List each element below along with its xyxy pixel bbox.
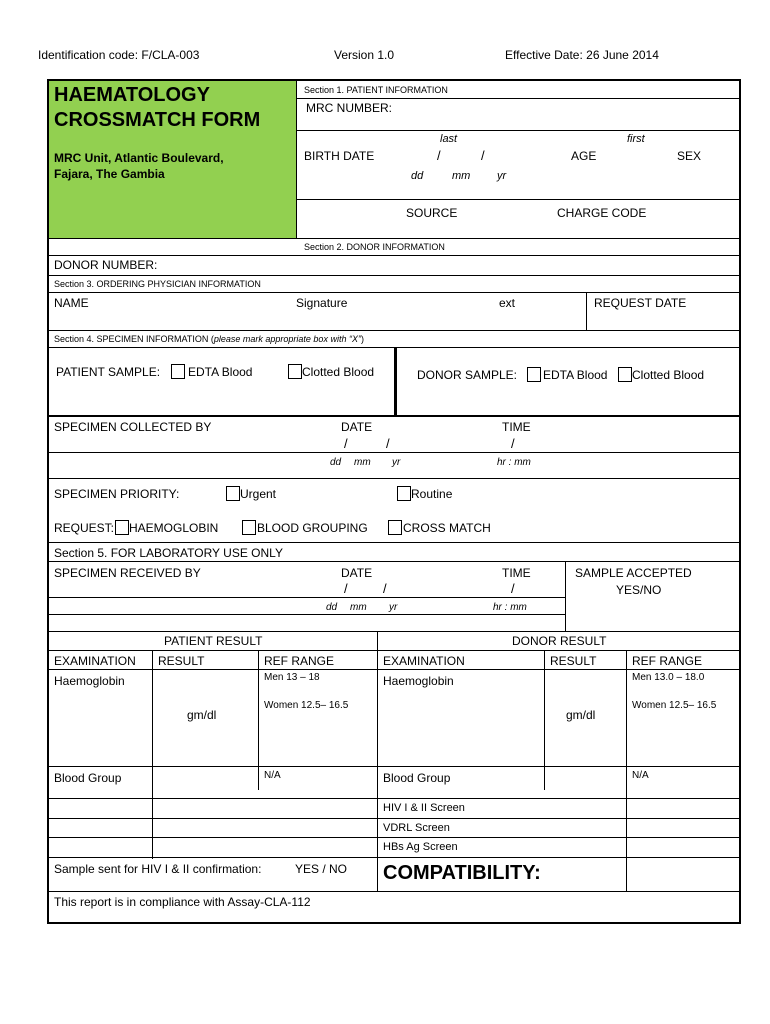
donor-result-heading: DONOR RESULT (512, 634, 607, 648)
haemoglobin-checkbox[interactable] (115, 520, 129, 535)
source-label: SOURCE (406, 206, 458, 220)
donor-clotted-label: Clotted Blood (632, 368, 705, 382)
address-line2: Fajara, The Gambia (54, 167, 165, 181)
sample-accepted-yes-no: YES/NO (616, 583, 662, 597)
patient-edta-checkbox[interactable] (171, 364, 185, 379)
patient-examination-header: EXAMINATION (54, 654, 136, 668)
donor-ref-men: Men 13.0 – 18.0 (632, 672, 705, 683)
patient-ref-range-header: REF RANGE (264, 654, 335, 668)
blood-grouping-label: BLOOD GROUPING (257, 521, 368, 535)
compliance-note: This report is in compliance with Assay-CLA-112 (54, 895, 311, 909)
patient-result-heading: PATIENT RESULT (164, 634, 263, 648)
received-time-label: TIME (502, 566, 531, 580)
collected-yr: yr (392, 457, 401, 468)
address-line1: MRC Unit, Atlantic Boulevard, (54, 151, 224, 165)
physician-name-label: NAME (54, 296, 89, 310)
received-date-slash-1: / (344, 581, 348, 596)
form-title-line1: HAEMATOLOGY (54, 84, 210, 106)
received-mm: mm (350, 602, 367, 613)
urgent-checkbox[interactable] (226, 486, 240, 501)
patient-haemoglobin-label: Haemoglobin (54, 674, 125, 688)
patient-haemoglobin-unit: gm/dl (187, 708, 217, 722)
donor-number-label: DONOR NUMBER: (54, 258, 158, 272)
urgent-label: Urgent (240, 487, 277, 501)
section5-heading: Section 5. FOR LABORATORY USE ONLY (54, 546, 283, 560)
birth-mm: mm (452, 170, 471, 182)
collected-time-label: TIME (502, 420, 531, 434)
sex-label: SEX (677, 149, 702, 163)
donor-result-header: RESULT (550, 654, 597, 668)
specimen-collected-by-label: SPECIMEN COLLECTED BY (54, 420, 212, 434)
received-hr-mm: hr : mm (493, 602, 527, 613)
patient-clotted-checkbox[interactable] (288, 364, 302, 379)
compatibility-label: COMPATIBILITY: (383, 862, 541, 884)
patient-edta-label: EDTA Blood (188, 365, 253, 379)
age-label: AGE (571, 149, 597, 163)
vdrl-screen-label: VDRL Screen (383, 822, 450, 834)
hiv-screen-label: HIV I & II Screen (383, 802, 465, 814)
effective-date: Effective Date: 26 June 2014 (505, 48, 659, 62)
donor-edta-checkbox[interactable] (527, 367, 541, 382)
birth-dd: dd (411, 170, 424, 182)
haemoglobin-request-label: HAEMOGLOBIN (129, 521, 219, 535)
last-name-label: last (440, 133, 458, 145)
birth-date-slash-2: / (481, 148, 485, 163)
patient-ref-men: Men 13 – 18 (264, 672, 320, 683)
received-dd: dd (326, 602, 338, 613)
donor-blood-group-na: N/A (632, 770, 649, 781)
received-time-slash: / (511, 581, 515, 596)
patient-blood-group-na: N/A (264, 770, 281, 781)
signature-label: Signature (296, 296, 348, 310)
donor-haemoglobin-unit: gm/dl (566, 708, 596, 722)
donor-sample-label: DONOR SAMPLE: (417, 368, 518, 382)
version: Version 1.0 (334, 48, 395, 62)
request-date-label: REQUEST DATE (594, 296, 687, 310)
received-date-label: DATE (341, 566, 373, 580)
first-name-label: first (627, 133, 645, 145)
donor-ref-range-header: REF RANGE (632, 654, 703, 668)
collected-dd: dd (330, 457, 342, 468)
blood-grouping-checkbox[interactable] (242, 520, 256, 535)
section3-heading: Section 3. ORDERING PHYSICIAN INFORMATION (54, 279, 261, 289)
charge-code-label: CHARGE CODE (557, 206, 647, 220)
collected-date-slash-1: / (344, 436, 348, 451)
collected-time-slash: / (511, 436, 515, 451)
specimen-received-by-label: SPECIMEN RECEIVED BY (54, 566, 201, 580)
donor-ref-women: Women 12.5– 16.5 (632, 700, 717, 711)
birth-date-slash-1: / (437, 148, 441, 163)
patient-ref-women: Women 12.5– 16.5 (264, 700, 349, 711)
patient-sample-label: PATIENT SAMPLE: (56, 365, 161, 379)
sample-sent-label: Sample sent for HIV I & II confirmation: (54, 862, 262, 876)
birth-yr: yr (497, 170, 507, 182)
collected-hr-mm: hr : mm (497, 457, 531, 468)
form-title-line2: CROSSMATCH FORM (54, 109, 261, 131)
sample-accepted-label: SAMPLE ACCEPTED (575, 566, 692, 580)
request-label: REQUEST: (54, 521, 115, 535)
mrc-number-label: MRC NUMBER: (306, 101, 392, 115)
donor-examination-header: EXAMINATION (383, 654, 465, 668)
section4-heading: Section 4. SPECIMEN INFORMATION (please mark appropriate box with “X”) (54, 334, 364, 344)
received-date-slash-2: / (383, 581, 387, 596)
cross-match-label: CROSS MATCH (403, 521, 491, 535)
sample-sent-yes-no: YES / NO (295, 862, 348, 876)
cross-match-checkbox[interactable] (388, 520, 402, 535)
hbs-screen-label: HBs Ag Screen (383, 841, 458, 853)
section2-heading: Section 2. DONOR INFORMATION (304, 242, 445, 252)
patient-blood-group-label: Blood Group (54, 771, 122, 785)
birth-date-label: BIRTH DATE (304, 149, 375, 163)
donor-clotted-checkbox[interactable] (618, 367, 632, 382)
ext-label: ext (499, 296, 516, 310)
specimen-priority-label: SPECIMEN PRIORITY: (54, 487, 180, 501)
patient-clotted-label: Clotted Blood (302, 365, 375, 379)
patient-result-header: RESULT (158, 654, 205, 668)
section1-heading: Section 1. PATIENT INFORMATION (304, 85, 448, 95)
donor-blood-group-label: Blood Group (383, 771, 451, 785)
collected-date-slash-2: / (386, 436, 390, 451)
identification-code: Identification code: F/CLA-003 (38, 48, 200, 62)
collected-mm: mm (354, 457, 371, 468)
collected-date-label: DATE (341, 420, 373, 434)
routine-label: Routine (411, 487, 453, 501)
donor-edta-label: EDTA Blood (543, 368, 608, 382)
received-yr: yr (389, 602, 398, 613)
routine-checkbox[interactable] (397, 486, 411, 501)
donor-haemoglobin-label: Haemoglobin (383, 674, 454, 688)
